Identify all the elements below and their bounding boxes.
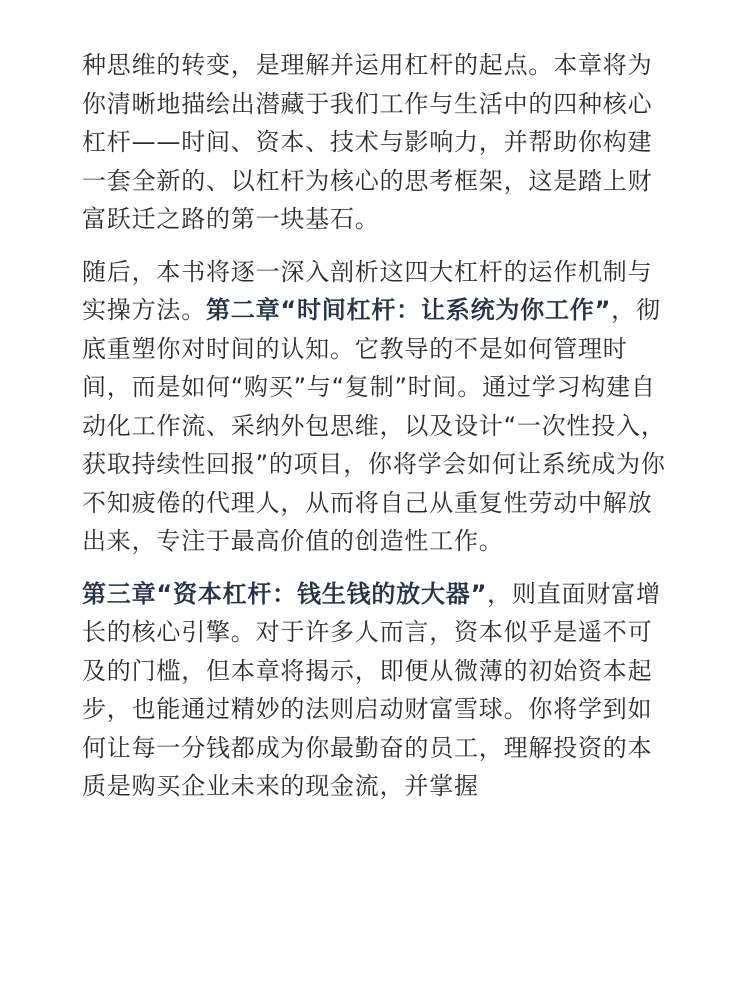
paragraph-chapter-intro bbox=[82, 46, 670, 239]
body-text: 种思维的转变，是理解并运用杠杆的起点。本章将为你清晰地描绘出潜藏于我们工作与生活中的四种核心杠杆——时间、资本、技术与影响力，并帮助你构建一套全新的、以杠杆为核心的思考框架，这是踏上财富跃迁之路的第一块基石。 bbox=[82, 51, 653, 233]
paragraph-capital-leverage bbox=[82, 575, 670, 806]
body-text: ，彻底重塑你对时间的认知。它教导的不是如何管理时间，而是如何“购买”与“复制”时间。通过学习构建自动化工作流、采纳外包思维，以及设计“一次性投入，获取持续性回报”的项目，你将学会如何让系统成为你不知疲倦的代理人，从而将自己从重复性劳动中解放出来，专注于最高价值的创造性工作。 bbox=[82, 296, 666, 555]
chapter-three-heading: 第三章“资本杠杆：钱生钱的放大器” bbox=[82, 579, 488, 608]
body-text: 随后，本书将逐一深入剖析这四大杠杆的运作机制与实操方法。 bbox=[82, 257, 653, 324]
body-text: ，则直面财富增长的核心引擎。对于许多人而言，资本似乎是遥不可及的门槛，但本章将揭示，即便从微薄的初始资本起步，也能通过精妙的法则启动财富雪球。你将学到如何让每一分钱都成为你最勤奋的员工，理解投资的本质是购买企业未来的现金流，并掌握 bbox=[82, 579, 661, 800]
paragraph-time-leverage bbox=[82, 253, 670, 561]
chapter-two-heading: 第二章“时间杠杆：让系统为你工作” bbox=[206, 296, 612, 324]
